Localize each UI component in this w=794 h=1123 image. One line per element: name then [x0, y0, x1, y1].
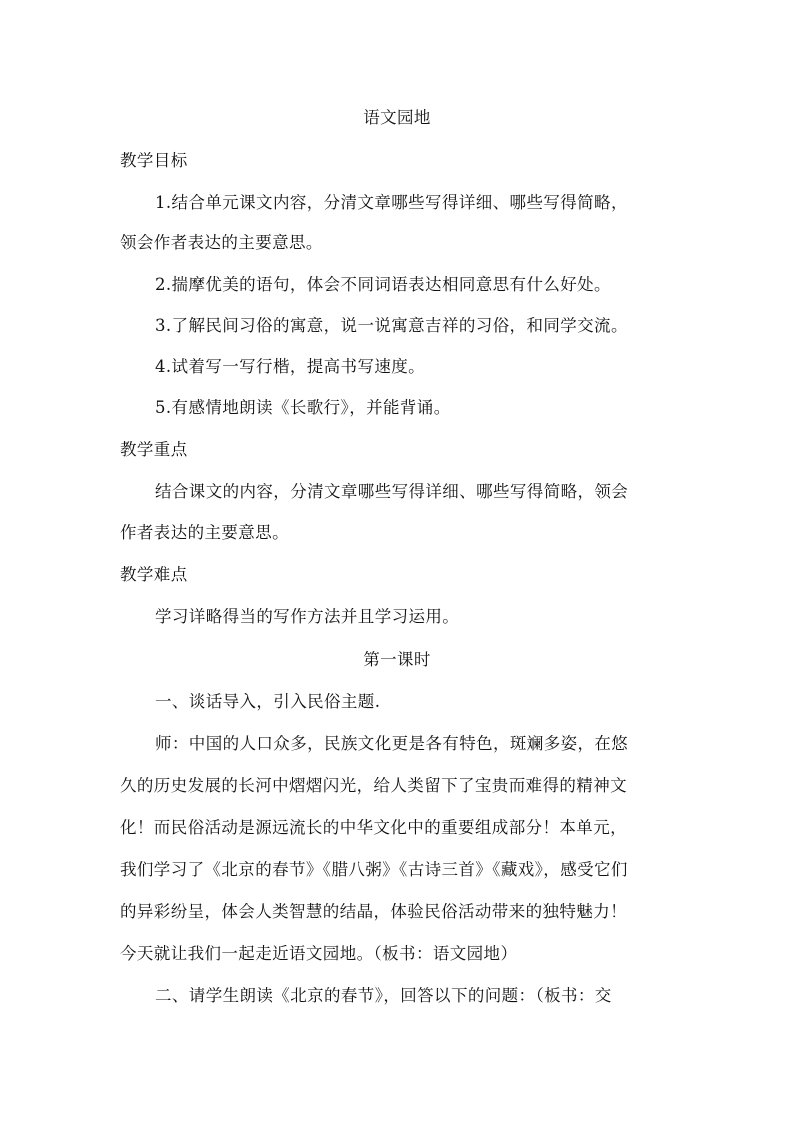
- step-2-line: 二、请学生朗读《北京的春节》，回答以下的问题：（板书：交: [155, 986, 612, 1005]
- paragraph-line-5: 的异彩纷呈，体会人类智慧的结晶，体验民俗活动带来的独特魅力！: [120, 902, 627, 921]
- goal-item-4: 4.试着写一写行楷，提高书写速度。: [155, 357, 426, 376]
- goals-heading: 教学目标: [120, 151, 188, 170]
- paragraph-line-6: 今天就让我们一起走近语文园地。（板书：语文园地）: [120, 944, 518, 963]
- paragraph-line-4: 我们学习了《北京的春节》《腊八粥》《古诗三首》《藏戏》，感受它们: [120, 860, 628, 879]
- difficulties-line-1: 学习详略得当的写作方法并且学习运用。: [155, 607, 460, 626]
- goal-item-1-line-2: 领会作者表达的主要意思。: [120, 233, 323, 252]
- key-points-line-1: 结合课文的内容，分清文章哪些写得详细、哪些写得简略，领会: [155, 482, 629, 501]
- paragraph-line-2: 久的历史发展的长河中熠熠闪光，给人类留下了宝贵而难得的精神文: [120, 776, 627, 795]
- key-points-heading: 教学重点: [120, 440, 188, 459]
- key-points-line-2: 作者表达的主要意思。: [120, 523, 289, 542]
- lesson-title: 第一课时: [363, 650, 431, 669]
- paragraph-line-1: 师：中国的人口众多，民族文化更是各有特色，斑斓多姿，在悠: [155, 734, 629, 753]
- goal-item-5: 5.有感情地朗读《长歌行》，并能背诵。: [155, 398, 451, 417]
- document-title: 语文园地: [363, 108, 431, 127]
- difficulties-heading: 教学难点: [120, 565, 188, 584]
- step-1-heading: 一、谈话导入，引入民俗主题.: [155, 692, 381, 711]
- goal-item-1-line-1: 1.结合单元课文内容，分清文章哪些写得详细、哪些写得简略，: [155, 193, 628, 212]
- goal-item-2: 2.揣摩优美的语句，体会不同词语表达相同意思有什么好处。: [155, 275, 611, 294]
- paragraph-line-3: 化！而民俗活动是源远流长的中华文化中的重要组成部分！本单元，: [120, 818, 627, 837]
- goal-item-3: 3.了解民间习俗的寓意，说一说寓意吉祥的习俗，和同学交流。: [155, 316, 628, 335]
